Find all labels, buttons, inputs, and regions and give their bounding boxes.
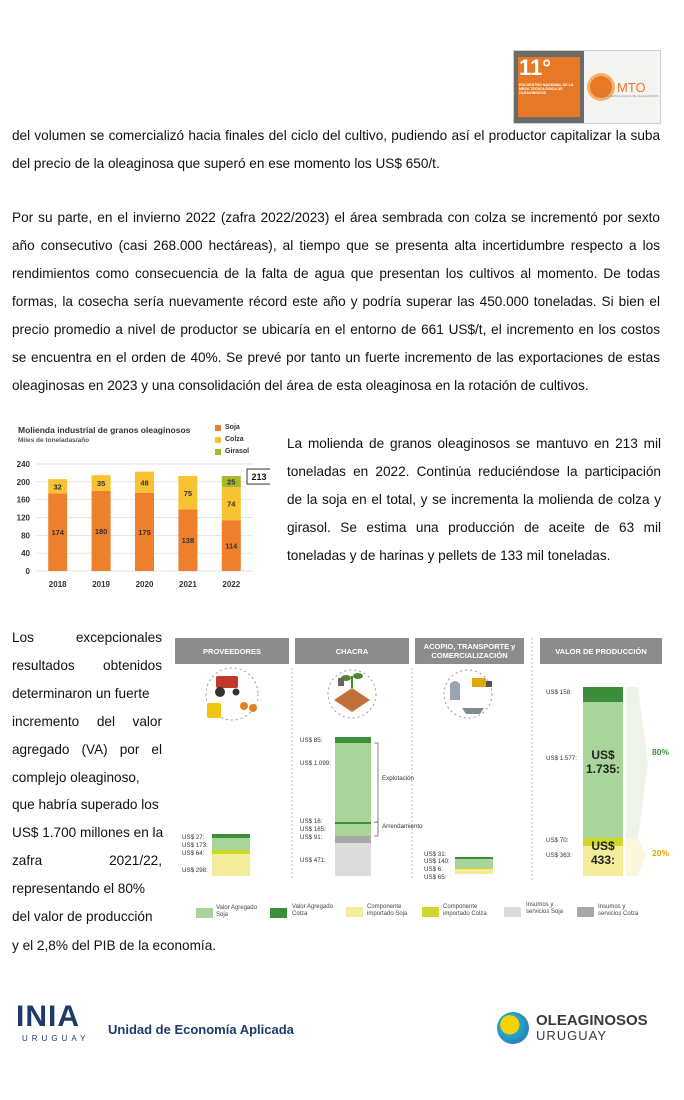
acopio-label: US$ 65: bbox=[424, 874, 447, 881]
text-line: se encuentra en el orden de 40%. Se prevé por tanto un fuerte incremento de las exportaciones de estas bbox=[12, 350, 660, 365]
text-line: agregado (VA) por el bbox=[12, 741, 162, 757]
legend-va-colza: Valor Agregado Colza bbox=[292, 904, 333, 917]
text-line: resultados obtenidos bbox=[12, 657, 162, 673]
text-line: toneladas y de harinas y pellets de 133 mil toneladas. bbox=[287, 548, 611, 563]
arrendamiento-note: Arrendamiento bbox=[382, 823, 423, 830]
x-tick-label: 2021 bbox=[179, 580, 197, 589]
chart-ylabel: Miles de toneladas/año bbox=[18, 437, 90, 444]
acopio-va-colza bbox=[455, 857, 493, 859]
valor-imp-amount: 433: bbox=[590, 853, 616, 867]
paragraph-4-last-line: y el 2,8% del PIB de la economía. bbox=[12, 938, 217, 953]
legend-imp-soja: Componente importado Soja bbox=[367, 904, 408, 917]
badge-text: ENCUENTRO NACIONAL DE LA MESA TECNOLÓGICA DE OLEAGINOSOS bbox=[519, 83, 574, 96]
valor-label: US$ 363: bbox=[546, 852, 572, 859]
col-header-acopio: ACOPIO, TRANSPORTE y COMERCIALIZACIÓN bbox=[415, 638, 524, 664]
explotacion-bracket bbox=[374, 743, 378, 822]
data-label: 25 bbox=[227, 477, 236, 487]
y-tick-label: 160 bbox=[16, 495, 30, 505]
legend-label-colza: Colza bbox=[225, 436, 244, 443]
text-line: rendimientos como consecuencia de la falta de agua que presentan los cultivos al momento. De todas bbox=[12, 266, 660, 281]
chacra-label: US$ 165: bbox=[300, 826, 326, 833]
chart-title: Molienda industrial de granos oleaginosos bbox=[18, 425, 191, 435]
y-tick-label: 240 bbox=[16, 460, 30, 469]
acopio-label: US$ 31: bbox=[424, 851, 447, 858]
inia-wordmark: INIA bbox=[16, 1000, 80, 1033]
mto-label: MTO bbox=[617, 79, 646, 95]
acopio-label: US$ 6: bbox=[424, 866, 443, 873]
chacra-label: US$ 471: bbox=[300, 857, 326, 864]
imp-percentage: 20% bbox=[652, 848, 670, 858]
text-line: incremento del valor bbox=[12, 713, 162, 729]
va-share-arrow bbox=[626, 687, 648, 838]
data-label: 138 bbox=[181, 536, 195, 546]
prov-label: US$ 298: bbox=[182, 867, 208, 874]
y-tick-label: 80 bbox=[21, 531, 30, 541]
text-line: formas, la cosecha sería nuevamente récord este año y podría superar las 450.000 toneladas. Si bien el bbox=[12, 294, 660, 309]
text-line: representando el 80% bbox=[12, 881, 146, 897]
badge-number: 11° bbox=[519, 55, 552, 80]
y-tick-label: 40 bbox=[21, 549, 30, 559]
legend-swatch-va-colza bbox=[270, 908, 287, 918]
col-header-chacra: CHACRA bbox=[295, 638, 409, 664]
unit-name: Unidad de Economía Aplicada bbox=[108, 1022, 294, 1037]
text-line: La molienda de granos oleaginosos se mantuvo en 213 mil bbox=[287, 436, 661, 451]
chacra-va-colza bbox=[335, 737, 371, 743]
x-tick-label: 2018 bbox=[48, 580, 67, 589]
proveedores-icon bbox=[206, 668, 258, 720]
chacra-label: US$ 85: bbox=[300, 737, 323, 744]
text-line: Por su parte, en el invierno 2022 (zafra 2022/2023) el área sembrada con colza se incrementó por sexto bbox=[12, 210, 660, 225]
text-line: toneladas en 2022. Continúa reduciéndose la participación bbox=[287, 464, 661, 479]
acopio-va-soja bbox=[455, 859, 493, 868]
legend-swatch-va-soja bbox=[196, 908, 213, 918]
acopio-label: US$ 140: bbox=[424, 858, 450, 865]
chacra-ins-colza bbox=[335, 836, 371, 843]
valor-va-colza bbox=[583, 687, 623, 702]
prov-label: US$ 64: bbox=[182, 850, 205, 857]
data-label: 175 bbox=[138, 527, 151, 537]
col-header-proveedores: PROVEEDORES bbox=[175, 638, 289, 664]
legend-imp-colza: Componente importado Colza bbox=[443, 904, 487, 917]
mto-subtitle: MESA TECNOLÓGICA DE OLEAGINOSOS bbox=[600, 94, 659, 98]
col-header-valor: VALOR DE PRODUCCIÓN bbox=[540, 638, 662, 664]
chacra-label: US$ 1.099: bbox=[300, 760, 331, 767]
text-line: determinaron un fuerte bbox=[12, 685, 150, 701]
legend-ins-colza: Insumos y servicios Colza bbox=[598, 904, 639, 917]
x-tick-label: 2022 bbox=[222, 580, 241, 589]
prov-label: US$ 173: bbox=[182, 842, 208, 849]
valor-label: US$ 158: bbox=[546, 689, 572, 696]
text-line: del precio de la oleaginosa que superó en ese momento los US$ 650/t. bbox=[12, 156, 440, 171]
chacra-arr-colza bbox=[335, 822, 371, 824]
valor-va-currency: US$ bbox=[591, 748, 615, 762]
oleaginosos-wordmark: OLEAGINOSOS bbox=[536, 1012, 648, 1029]
data-label: 174 bbox=[51, 528, 64, 538]
text-line: zafra 2021/22, bbox=[12, 853, 162, 869]
text-line: oleaginosas en 2023 y una consolidación del área de esta oleaginosa en la rotación de cultivos. bbox=[12, 378, 589, 393]
y-tick-label: 0 bbox=[25, 567, 30, 576]
prov-imp-soja bbox=[212, 854, 250, 876]
text-line: US$ 1.700 millones en la bbox=[12, 825, 164, 841]
acopio-imp-colza bbox=[455, 868, 493, 869]
text-line: girasol. Se estima una producción de aceite de 63 mil bbox=[287, 520, 661, 535]
prov-label: US$ 27: bbox=[182, 834, 205, 841]
chacra-icon bbox=[328, 670, 376, 718]
data-label: 32 bbox=[53, 482, 62, 492]
legend-ins-soja: Insumos y servicios Soja bbox=[526, 902, 564, 915]
imp-share-arrow bbox=[626, 838, 646, 876]
inia-logo bbox=[16, 1002, 89, 1043]
data-label: 180 bbox=[94, 526, 108, 536]
text-line: del volumen se comercializó hacia finales del ciclo del cultivo, pudiendo así el productor capitalizar la suba bbox=[12, 128, 660, 143]
chacra-arr-soja bbox=[335, 824, 371, 836]
valor-va-amount: 1.735: bbox=[585, 762, 621, 776]
acopio-imp-soja bbox=[455, 869, 493, 874]
chacra-va-soja bbox=[335, 743, 371, 822]
prov-imp-colza bbox=[212, 850, 250, 854]
data-label: 35 bbox=[96, 478, 106, 488]
chacra-label: US$ 91: bbox=[300, 834, 323, 841]
x-tick-label: 2019 bbox=[92, 580, 110, 589]
legend-swatch-imp-colza bbox=[422, 907, 439, 917]
valor-va-total bbox=[583, 748, 623, 776]
y-tick-label: 120 bbox=[16, 513, 30, 523]
valor-imp-currency: US$ bbox=[591, 839, 615, 853]
valor-label: US$ 70: bbox=[546, 837, 569, 844]
prov-va-colza bbox=[212, 834, 250, 838]
text-line: Los excepcionales bbox=[12, 630, 162, 645]
legend-label-soja: Soja bbox=[225, 424, 240, 431]
valor-imp-total bbox=[583, 839, 623, 867]
text-line: que habría superado los bbox=[12, 797, 159, 813]
text-line: año consecutivo (casi 268.000 hectáreas), al tiempo que se presenta alta incertidumbre respecto a los bbox=[12, 238, 660, 253]
legend-swatch-ins-soja bbox=[504, 907, 521, 917]
oleaginosos-country: URUGUAY bbox=[536, 1028, 608, 1043]
y-tick-label: 200 bbox=[16, 477, 30, 487]
data-label: 74 bbox=[227, 499, 236, 509]
text-line: del valor de producción bbox=[12, 909, 153, 925]
valor-label: US$ 1.577: bbox=[546, 755, 577, 762]
legend-label-girasol: Girasol bbox=[225, 448, 250, 455]
data-label: 114 bbox=[225, 541, 238, 551]
chacra-label: US$ 16: bbox=[300, 818, 323, 825]
text-line: precio promedio a nivel de productor se ubicaría en el entorno de 661 US$/t, el incremento en los costos bbox=[12, 322, 660, 337]
x-tick-label: 2020 bbox=[135, 580, 154, 589]
text-line: complejo oleaginoso, bbox=[12, 769, 140, 785]
legend-swatch-imp-soja bbox=[346, 907, 363, 917]
oleaginosos-drop-icon bbox=[497, 1012, 529, 1044]
legend-va-soja: Valor Agregado Soja bbox=[216, 905, 257, 918]
data-label: 48 bbox=[140, 478, 149, 488]
inia-country: URUGUAY bbox=[22, 1034, 90, 1043]
total-label: 213 bbox=[251, 472, 267, 483]
explotacion-note: Explotación bbox=[382, 775, 414, 782]
acopio-icon bbox=[444, 670, 492, 718]
legend-swatch-ins-colza bbox=[577, 907, 594, 917]
chacra-ins-soja bbox=[335, 843, 371, 876]
prov-va-soja bbox=[212, 838, 250, 850]
arrendamiento-bracket bbox=[374, 822, 378, 836]
text-line: de la soja en el total, y se incrementa la molienda de colza y bbox=[287, 492, 661, 507]
va-percentage: 80% bbox=[652, 747, 670, 757]
data-label: 75 bbox=[183, 488, 193, 498]
